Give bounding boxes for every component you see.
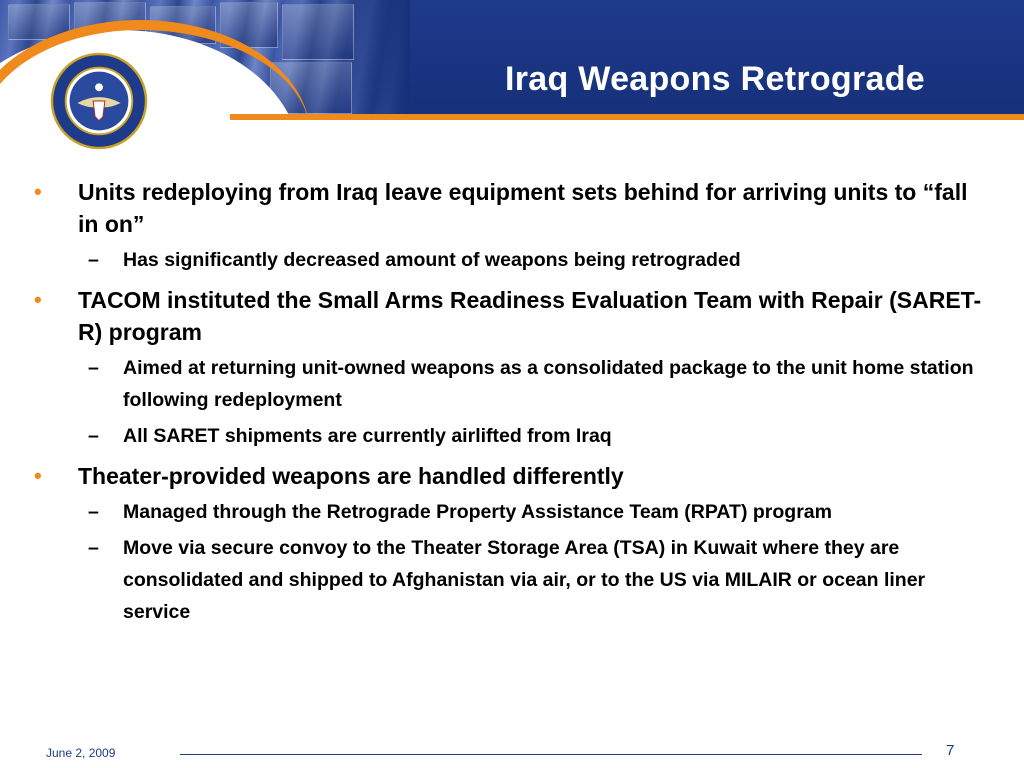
sub-bullet-text: Has significantly decreased amount of weapons being retrograded bbox=[123, 249, 741, 271]
bullet-text: TACOM instituted the Small Arms Readiness Evaluation Team with Repair (SARET-R) program bbox=[78, 287, 982, 345]
dash-marker: – bbox=[88, 501, 99, 523]
sub-bullet-text: Managed through the Retrograde Property Assistance Team (RPAT) program bbox=[123, 501, 832, 523]
bullet-item bbox=[28, 284, 988, 348]
sub-bullet-item bbox=[28, 244, 988, 276]
bullet-text: Theater-provided weapons are handled differently bbox=[78, 463, 624, 489]
dash-marker: – bbox=[88, 425, 99, 447]
page-title: Iraq Weapons Retrograde bbox=[504, 60, 926, 98]
sub-bullet-item bbox=[28, 532, 988, 628]
bullet-item bbox=[28, 460, 988, 492]
dash-marker: – bbox=[88, 357, 99, 379]
dash-marker: – bbox=[88, 537, 99, 559]
slide-header bbox=[0, 0, 1024, 120]
sub-bullet-text: All SARET shipments are currently airlifted from Iraq bbox=[123, 425, 612, 447]
sub-bullet-text: Aimed at returning unit-owned weapons as a consolidated package to the unit home station following redeployment bbox=[123, 357, 974, 411]
bullet-item bbox=[28, 176, 988, 240]
dash-marker: – bbox=[88, 249, 99, 271]
sub-bullet-text: Move via secure convoy to the Theater Storage Area (TSA) in Kuwait where they are consolidated and shipped to Afghanistan via air, or to the US via MILAIR or ocean liner service bbox=[123, 537, 926, 623]
bullet-marker: • bbox=[34, 179, 42, 204]
footer-divider bbox=[180, 754, 922, 755]
bullet-marker: • bbox=[34, 287, 42, 312]
sub-bullet-item bbox=[28, 496, 988, 528]
slide-body bbox=[28, 172, 988, 628]
page-number: 7 bbox=[946, 742, 955, 759]
bullet-marker: • bbox=[34, 463, 42, 488]
bullet-text: Units redeploying from Iraq leave equipment sets behind for arriving units to “fall in on” bbox=[78, 179, 968, 237]
sub-bullet-item bbox=[28, 352, 988, 416]
dod-seal-icon bbox=[50, 52, 148, 150]
header-orange-bar bbox=[230, 114, 1024, 120]
sub-bullet-item bbox=[28, 420, 988, 452]
footer-date: June 2, 2009 bbox=[46, 746, 116, 760]
